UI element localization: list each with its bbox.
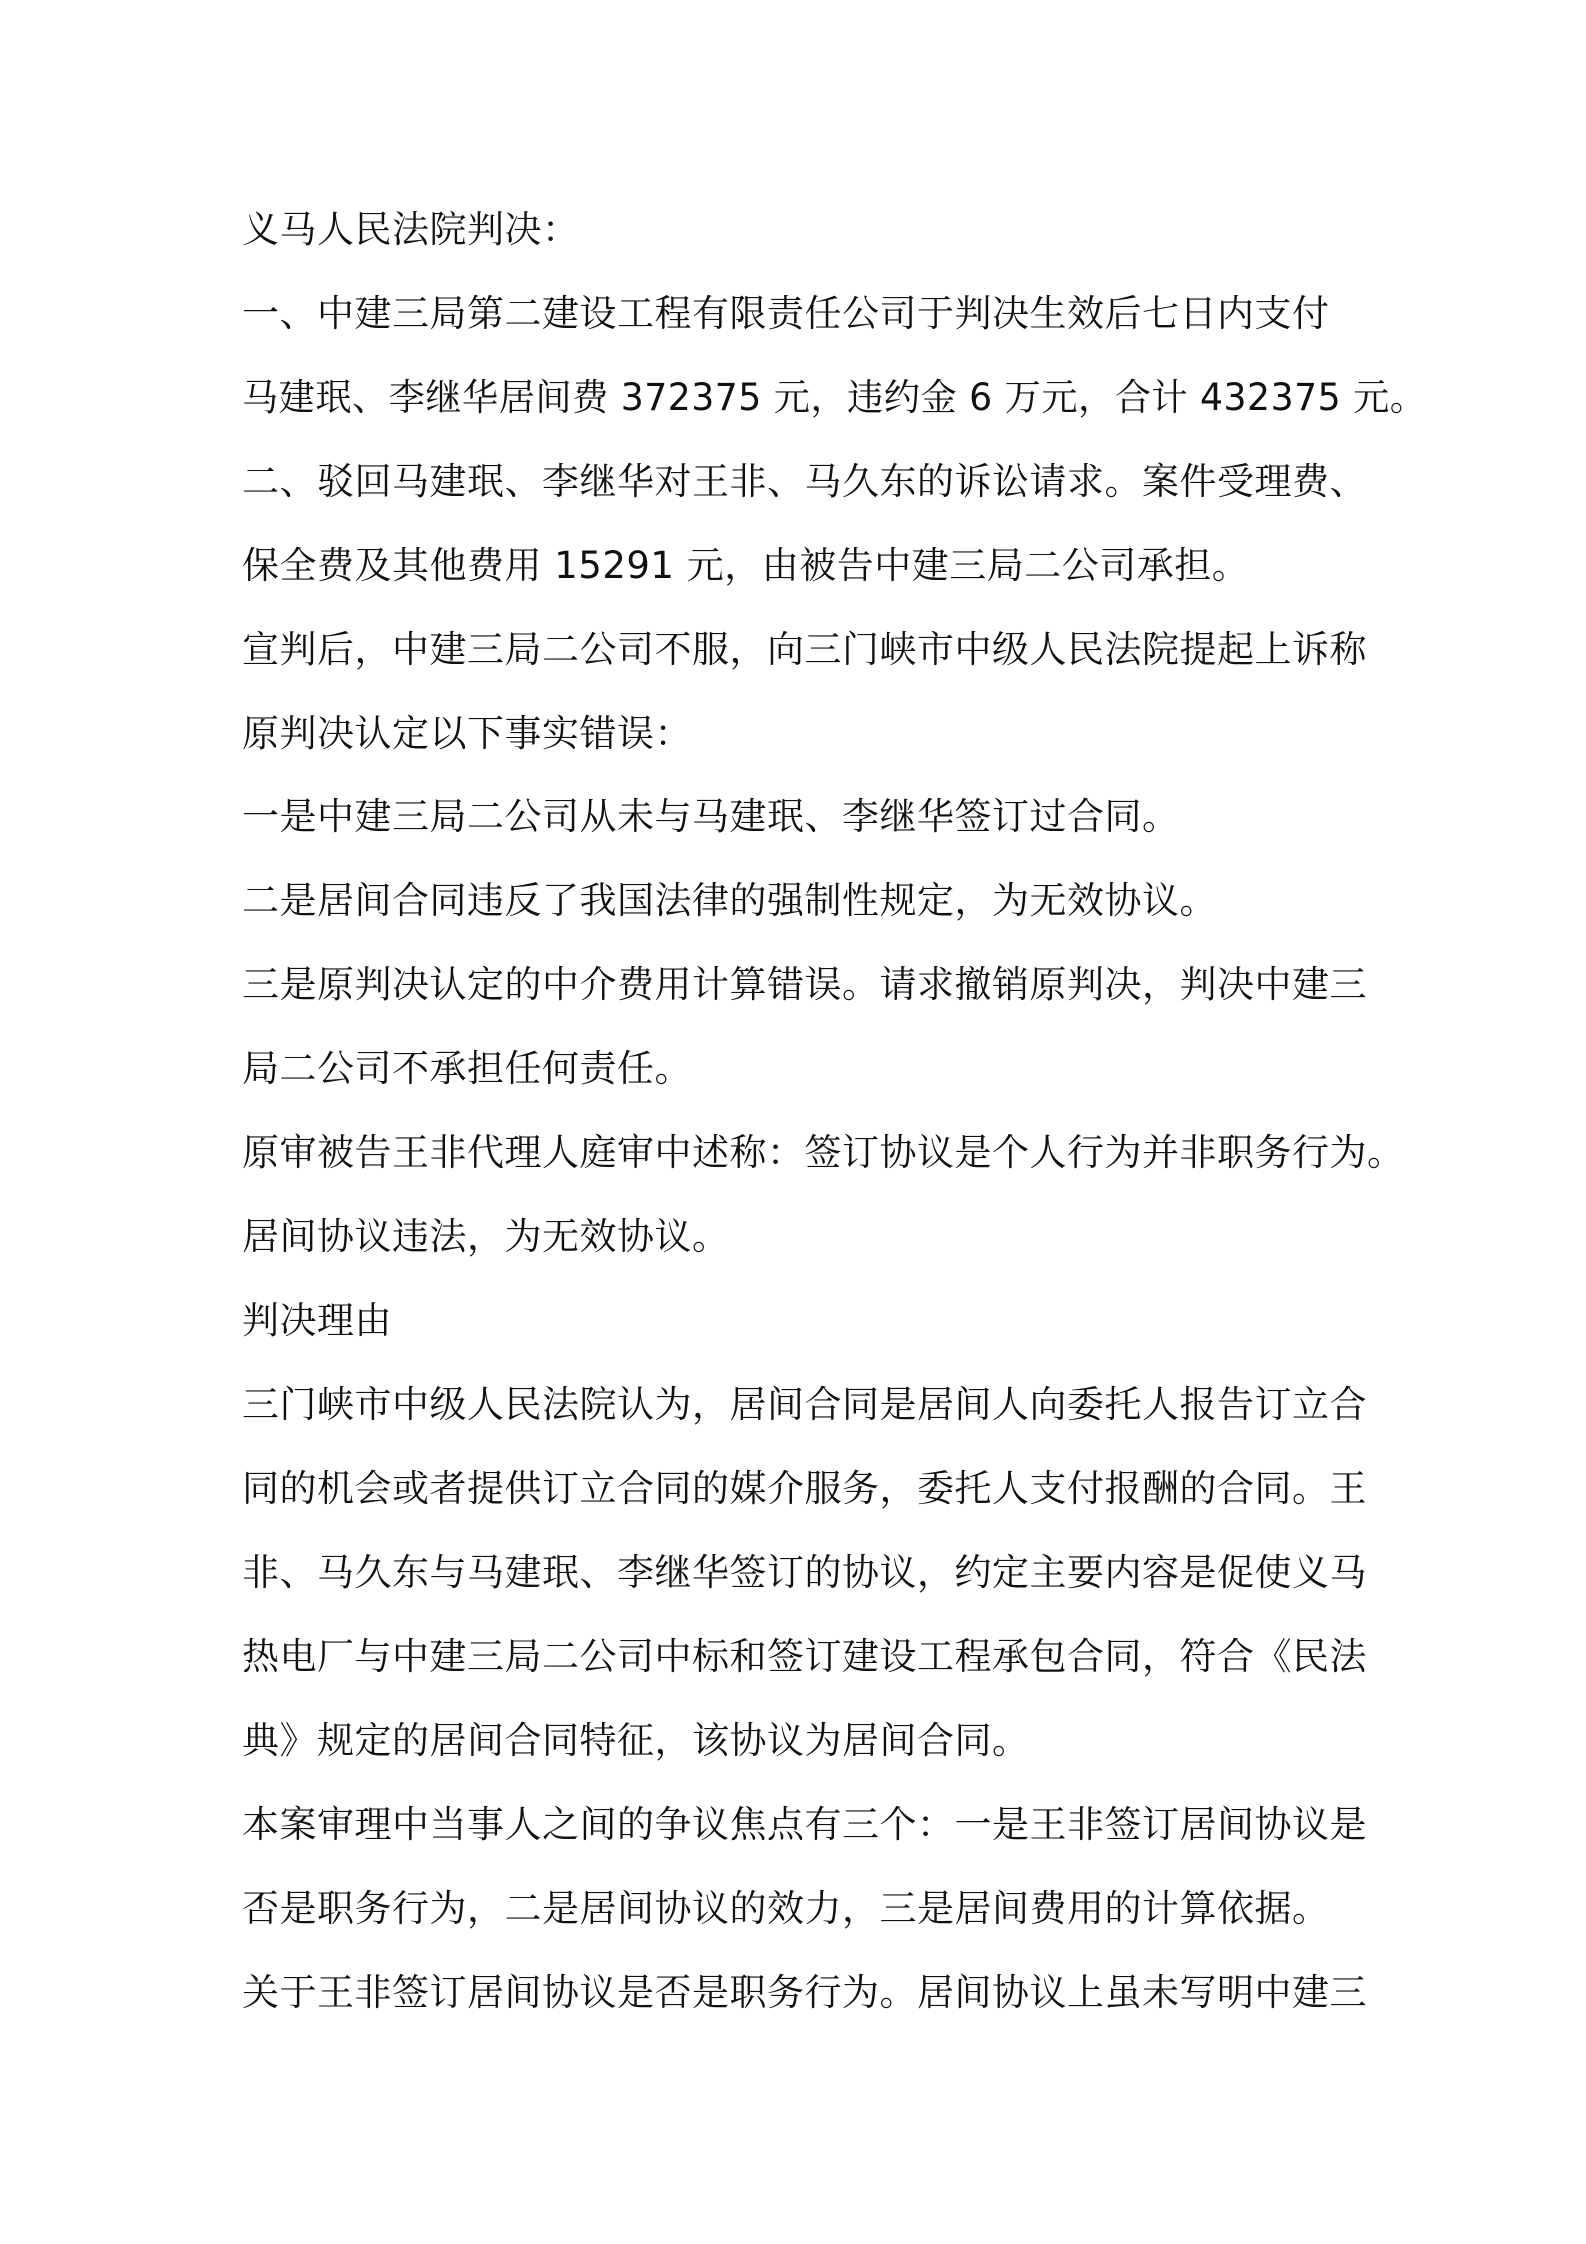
defendant-statement-line-2: 居间协议违法，为无效协议。: [242, 1215, 730, 1258]
appeal-point-1: 一是中建三局二公司从未与马建珉、李继华签订过合同。: [242, 795, 1180, 838]
judgment-item-2-line-2: 保全费及其他费用 15291 元，由被告中建三局二公司承担。: [242, 544, 1250, 587]
judgment-item-1-line-1: 一、中建三局第二建设工程有限责任公司于判决生效后七日内支付: [242, 292, 1330, 335]
appeal-point-2: 二是居间合同违反了我国法律的强制性规定，为无效协议。: [242, 879, 1217, 922]
reasoning-paragraph-1-line-1: 三门峡市中级人民法院认为，居间合同是居间人向委托人报告订立合: [242, 1383, 1367, 1426]
appeal-point-3-line-1: 三是原判决认定的中介费用计算错误。请求撤销原判决，判决中建三: [242, 963, 1367, 1006]
appeal-point-3-line-2: 局二公司不承担任何责任。: [242, 1047, 692, 1090]
judgment-item-2-line-1: 二、驳回马建珉、李继华对王非、马久东的诉讼请求。案件受理费、: [242, 460, 1367, 503]
dispute-focus-line-1: 本案审理中当事人之间的争议焦点有三个：一是王非签订居间协议是: [242, 1803, 1367, 1846]
judgment-item-1-line-2: 马建珉、李继华居间费 372375 元，违约金 6 万元，合计 432375 元。: [242, 376, 1427, 419]
reasoning-paragraph-1-line-3: 非、马久东与马建珉、李继华签订的协议，约定主要内容是促使义马: [242, 1551, 1367, 1594]
appeal-line-1: 宣判后，中建三局二公司不服，向三门峡市中级人民法院提起上诉称: [242, 628, 1367, 671]
dispute-focus-line-2: 否是职务行为，二是居间协议的效力，三是居间费用的计算依据。: [242, 1887, 1330, 1930]
reasoning-paragraph-1-line-5: 典》规定的居间合同特征，该协议为居间合同。: [242, 1719, 1030, 1762]
reasoning-paragraph-1-line-4: 热电厂与中建三局二公司中标和签订建设工程承包合同，符合《民法: [242, 1635, 1367, 1678]
court-judgment-heading: 义马人民法院判决：: [242, 208, 580, 251]
appeal-line-2: 原判决认定以下事实错误：: [242, 712, 692, 755]
duty-act-analysis-line-1: 关于王非签订居间协议是否是职务行为。居间协议上虽未写明中建三: [242, 1971, 1367, 2014]
defendant-statement-line-1: 原审被告王非代理人庭审中述称：签订协议是个人行为并非职务行为。: [242, 1131, 1405, 1174]
reasoning-paragraph-1-line-2: 同的机会或者提供订立合同的媒介服务，委托人支付报酬的合同。王: [242, 1467, 1367, 1510]
reasoning-heading: 判决理由: [242, 1299, 392, 1342]
